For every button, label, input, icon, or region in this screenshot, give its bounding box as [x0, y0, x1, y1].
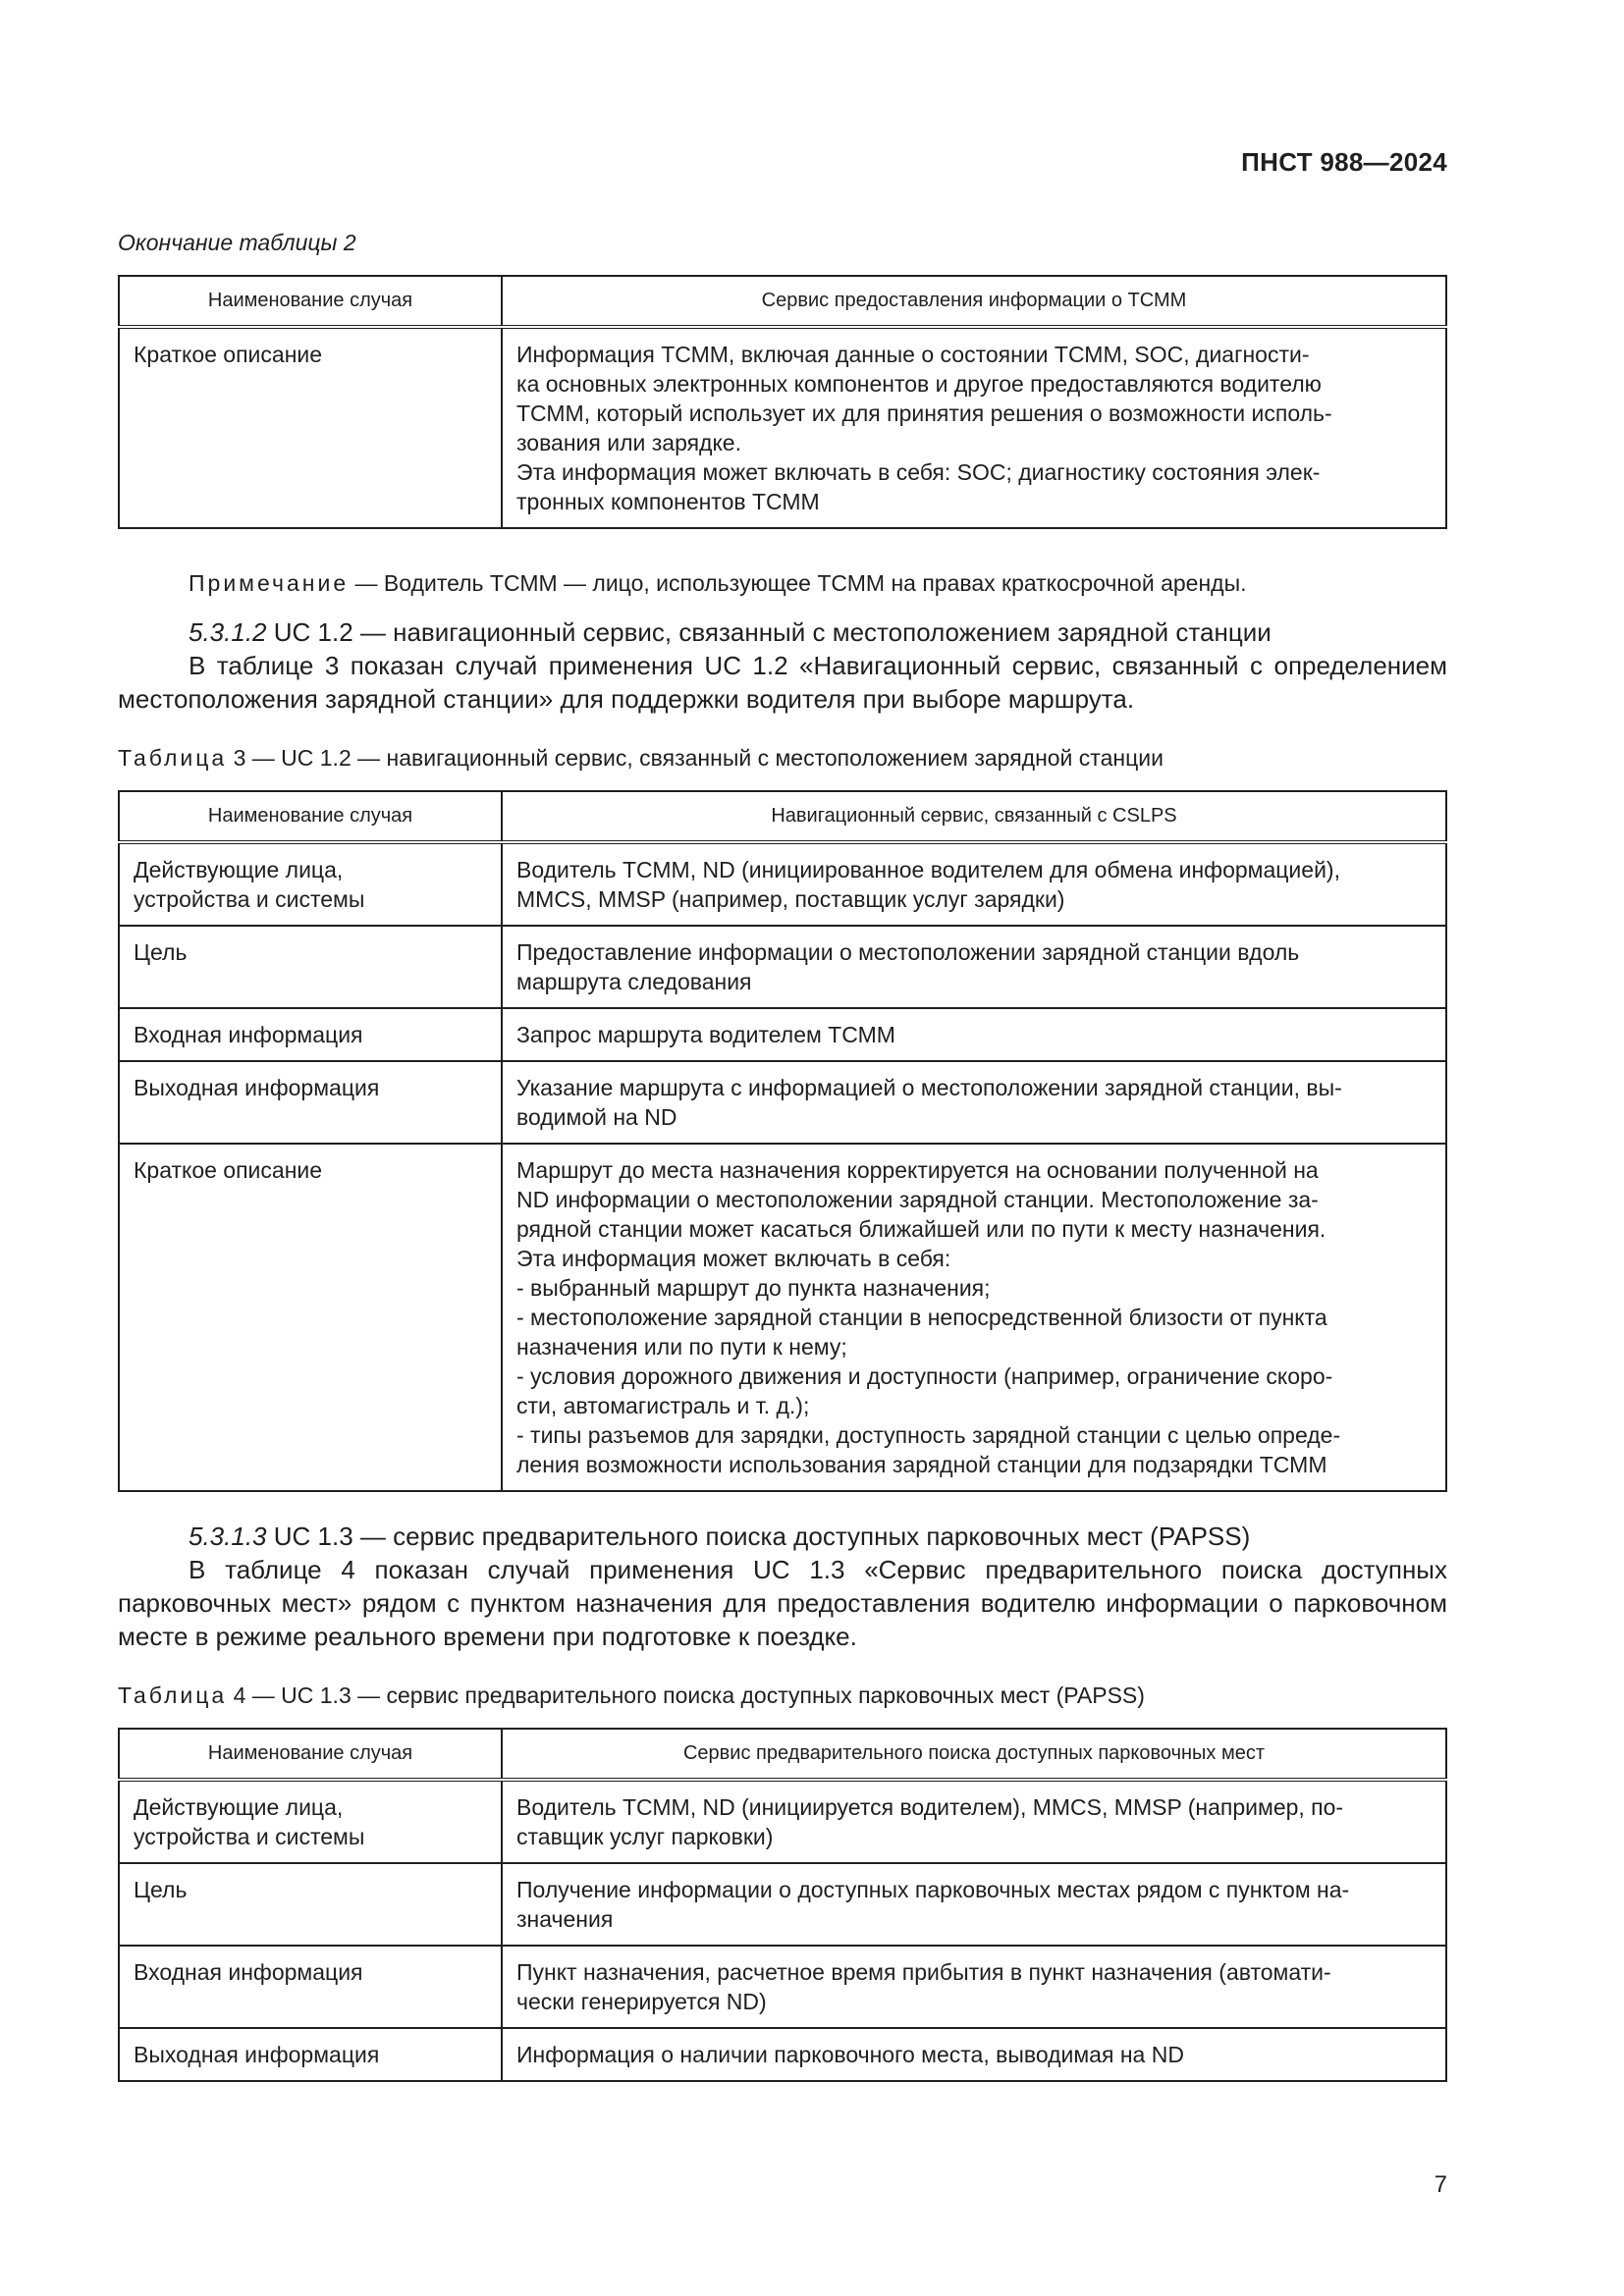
text-line: тронных компонентов ТСММ: [516, 489, 820, 514]
table3-caption: [118, 743, 1447, 773]
text-line: Входная информация: [134, 1022, 363, 1047]
text-line: Водитель ТСММ, ND (инициированное водителем для обмена информацией),: [516, 857, 1340, 882]
note: [118, 568, 1447, 598]
case-name-cell: [119, 1008, 502, 1061]
table2-caption: Окончание таблицы 2: [118, 230, 356, 255]
table-header-cell: Наименование случая: [119, 791, 502, 842]
case-name-cell: [119, 1780, 502, 1863]
case-value-cell: [502, 1061, 1446, 1144]
section-title: UC 1.2 — навигационный сервис, связанный с местоположением зарядной станции: [266, 617, 1272, 647]
text-line: Предоставление информации о местоположении зарядной станции вдоль: [516, 939, 1300, 965]
case-value-cell: [502, 1780, 1446, 1863]
text-line: - местоположение зарядной станции в непосредственной близости от пункта: [516, 1305, 1327, 1330]
table-row: [119, 1061, 1446, 1144]
section-paragraph-1-3: В таблице 4 показан случай применения UC 1.3 «Сервис предварительного поиска доступных парковочных мест» рядом с пунктом назначения для предоставления водителю информации о парковочном месте в режиме реального времени при подготовке к поездке.: [118, 1555, 1447, 1651]
table-header-row: [119, 276, 1446, 327]
text-line: - типы разъемов для зарядки, доступность зарядной станции с целью опреде-: [516, 1422, 1341, 1448]
text-line: MMCS, MMSP (например, поставщик услуг зарядки): [516, 886, 1065, 912]
table-header-cell: Навигационный сервис, связанный с CSLPS: [502, 791, 1446, 842]
table-caption-label: Таблица: [118, 1682, 228, 1708]
table-row: [119, 1008, 1446, 1061]
case-value-cell: [502, 926, 1446, 1008]
text-line: устройства и системы: [134, 1824, 365, 1849]
table-header-cell: Сервис предоставления информации о ТСММ: [502, 276, 1446, 327]
case-value-cell: [502, 1863, 1446, 1946]
text-line: маршрута следования: [516, 969, 752, 994]
text-line: ка основных электронных компонентов и другое предоставляются водителю: [516, 371, 1322, 397]
text-line: ТСММ, который использует их для принятия решения о возможности исполь-: [516, 400, 1332, 426]
text-line: Выходная информация: [134, 2042, 380, 2067]
table-row: [119, 1144, 1446, 1491]
table-caption-text: 3 — UC 1.2 — навигационный сервис, связанный с местоположением зарядной станции: [227, 745, 1164, 771]
text-line: - условия дорожного движения и доступности (например, ограничение скоро-: [516, 1363, 1333, 1389]
note-label: Примечание: [189, 570, 350, 596]
table-row: [119, 926, 1446, 1008]
section-title: UC 1.3 — сервис предварительного поиска доступных парковочных мест (PAPSS): [266, 1522, 1251, 1551]
case-value-cell: [502, 2028, 1446, 2081]
text-line: - выбранный маршрут до пункта назначения;: [516, 1275, 991, 1301]
text-line: ления возможности использования зарядной станции для подзарядки ТСММ: [516, 1452, 1327, 1477]
text-line: Эта информация может включать в себя: SOC; диагностику состояния элек-: [516, 459, 1321, 485]
text-line: Указание маршрута с информацией о местоположении зарядной станции, вы-: [516, 1075, 1342, 1100]
case-value-cell: [502, 1946, 1446, 2028]
case-value-cell: [502, 842, 1446, 926]
text-line: рядной станции может касаться ближайшей или по пути к месту назначения.: [516, 1216, 1326, 1242]
text-line: Пункт назначения, расчетное время прибытия в пункт назначения (автомати-: [516, 1959, 1331, 1985]
text-line: Цель: [134, 939, 188, 965]
table-3: [118, 790, 1447, 1492]
text-line: Получение информации о доступных парковочных местах рядом с пунктом на-: [516, 1877, 1350, 1902]
table-row: [119, 2028, 1446, 2081]
table-row: [119, 327, 1446, 528]
case-name-cell: [119, 842, 502, 926]
section-number: 5.3.1.2: [189, 617, 267, 647]
case-value-cell: [502, 1144, 1446, 1491]
text-line: устройства и системы: [134, 886, 365, 912]
text-line: Выходная информация: [134, 1075, 380, 1100]
table-caption-label: Таблица: [118, 745, 228, 771]
section-paragraph-1-2: В таблице 3 показан случай применения UC 1.2 «Навигационный сервис, связанный с определением местоположения зарядной станции» для поддержки водителя при выборе маршрута.: [118, 651, 1447, 714]
note-text: — Водитель ТСММ — лицо, использующее ТСММ на правах краткосрочной аренды.: [349, 570, 1247, 596]
table-header-cell: Сервис предварительного поиска доступных парковочных мест: [502, 1729, 1446, 1780]
document-code: ПНСТ 988—2024: [1241, 147, 1447, 177]
text-line: Входная информация: [134, 1959, 363, 1985]
text-line: ставщик услуг парковки): [516, 1824, 774, 1849]
table-header-cell: Наименование случая: [119, 1729, 502, 1780]
text-line: Краткое описание: [134, 1157, 323, 1183]
text-line: сти, автомагистраль и т. д.);: [516, 1393, 810, 1418]
table-2: [118, 275, 1447, 529]
case-name-cell: [119, 926, 502, 1008]
table-4: [118, 1728, 1447, 2082]
text-line: Эта информация может включать в себя:: [516, 1246, 951, 1271]
table-row: [119, 1863, 1446, 1946]
section-number: 5.3.1.3: [189, 1522, 267, 1551]
text-line: назначения или по пути к нему;: [516, 1334, 847, 1360]
text-line: Информация о наличии парковочного места, выводимая на ND: [516, 2042, 1184, 2067]
table-row: [119, 1946, 1446, 2028]
table-caption-text: 4 — UC 1.3 — сервис предварительного поиска доступных парковочных мест (PAPSS): [227, 1682, 1145, 1708]
case-name-cell: Краткое описание: [119, 327, 502, 528]
table-row: [119, 842, 1446, 926]
table-row: [119, 1780, 1446, 1863]
case-name-cell: [119, 1863, 502, 1946]
text-line: Маршрут до места назначения корректируется на основании полученной на: [516, 1157, 1319, 1183]
text-line: Действующие лица,: [134, 1794, 344, 1820]
table4-caption: [118, 1681, 1447, 1710]
text-line: Информация ТСММ, включая данные о состоянии ТСММ, SOC, диагности-: [516, 342, 1310, 367]
text-line: Цель: [134, 1877, 188, 1902]
table-header-row: [119, 791, 1446, 842]
case-value-cell: [502, 1008, 1446, 1061]
text-line: Действующие лица,: [134, 857, 344, 882]
table-header-row: [119, 1729, 1446, 1780]
case-name-cell: [119, 1946, 502, 2028]
text-line: водимой на ND: [516, 1104, 677, 1130]
text-line: значения: [516, 1906, 614, 1932]
case-name-cell: [119, 2028, 502, 2081]
case-name-cell: [119, 1061, 502, 1144]
text-line: зования или зарядке.: [516, 430, 741, 455]
text-line: Запрос маршрута водителем ТСММ: [516, 1022, 895, 1047]
text-line: ND информации о местоположении зарядной станции. Местоположение за-: [516, 1187, 1319, 1212]
section-heading-1-2: [118, 615, 1447, 649]
text-line: Водитель ТСММ, ND (инициируется водителем), MMCS, MMSP (например, по-: [516, 1794, 1344, 1820]
section-heading-1-3: [118, 1520, 1447, 1553]
case-name-cell: [119, 1144, 502, 1491]
text-line: чески генерируется ND): [516, 1989, 767, 2014]
case-value-cell: [502, 327, 1446, 528]
page-content: [118, 228, 1447, 2082]
table-header-cell: Наименование случая: [119, 276, 502, 327]
page-number: 7: [1434, 2171, 1447, 2198]
